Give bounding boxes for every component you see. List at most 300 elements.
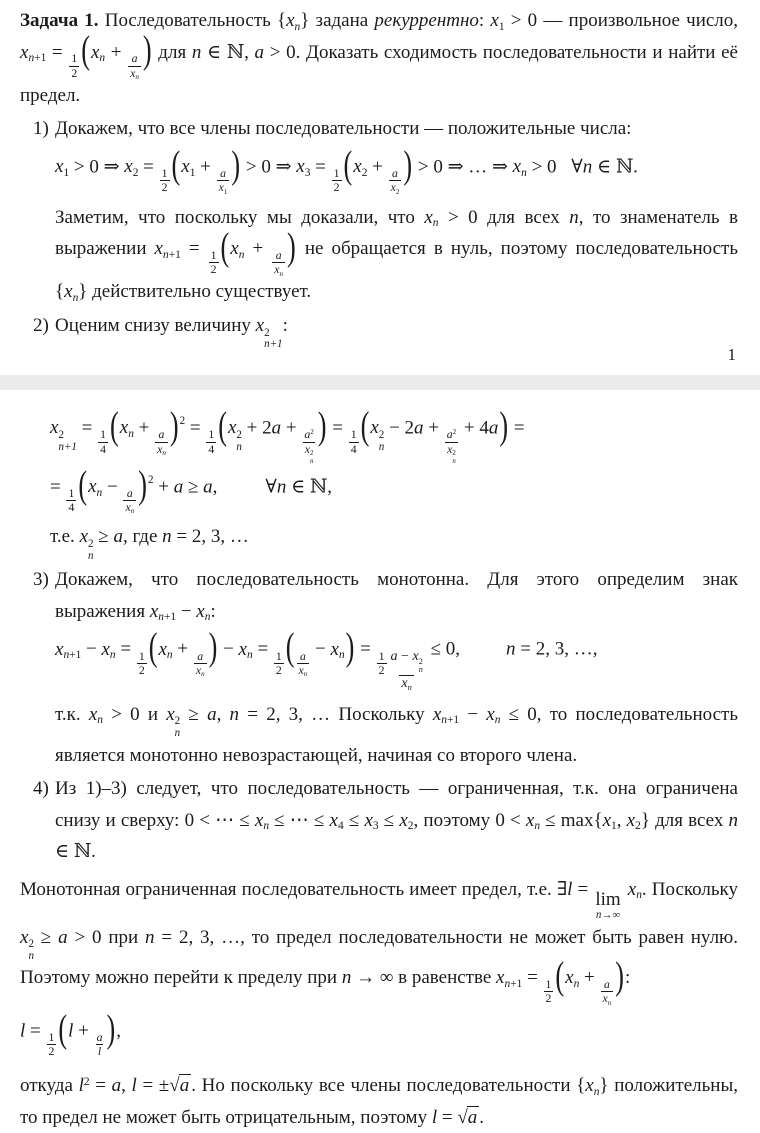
math-subscripted	[88, 476, 102, 497]
math-subscripted	[55, 156, 69, 177]
fraction-denominator: 4	[100, 442, 107, 456]
page-1	[0, 0, 760, 375]
math-subscripted	[119, 417, 134, 441]
math-subscripted	[20, 42, 46, 63]
math-subscripted	[255, 810, 269, 831]
fraction-numerator	[274, 249, 284, 262]
math-supsub	[447, 442, 456, 465]
item4-body: Из 1)–3) следует, что последовательность — ограниченная, т.к. она ограничена снизу и сверху: 0 < ⋯ ≤ xn ≤ ⋯ ≤ x4 ≤ x3 ≤ x2, поэтому 0 < xn ≤ max{x1, x2} для всех n ∈ ℕ.	[55, 778, 739, 863]
fraction-numerator	[218, 167, 228, 180]
math-subscripted	[496, 967, 522, 988]
math-var: x	[196, 600, 205, 622]
math-subscripted	[330, 810, 344, 831]
math-subscript: 2	[132, 166, 139, 179]
math-subscripted	[424, 207, 438, 228]
math-subscript	[73, 292, 79, 304]
math-var: a	[467, 1106, 478, 1128]
math-superscript: 2	[418, 656, 423, 666]
math-var: n	[506, 638, 516, 660]
math-var: n	[63, 649, 70, 662]
spacer	[561, 171, 571, 172]
math-var: n	[28, 949, 34, 962]
fraction-denominator	[601, 991, 614, 1005]
math-subscripted	[296, 156, 310, 177]
fraction-numerator	[298, 650, 308, 663]
math-subscripted	[433, 704, 459, 725]
math-subscript	[99, 52, 105, 64]
math-subscript: n+1	[504, 977, 523, 990]
fraction-denominator	[96, 1044, 103, 1058]
math-supsub-stack	[175, 716, 181, 739]
fraction-numerator: 1	[333, 167, 340, 181]
close-paren: )	[106, 1006, 116, 1051]
math-var: n	[174, 726, 181, 739]
math-var: n	[263, 820, 270, 833]
math-var: n	[97, 714, 103, 727]
math-subscript: 2	[361, 166, 368, 179]
math-subscript	[521, 167, 527, 179]
math-var: x	[364, 809, 373, 831]
math-var: x	[158, 638, 167, 660]
limit-word: lim	[595, 889, 621, 911]
math-var: n	[145, 926, 155, 948]
math-var: n	[166, 649, 173, 662]
math-subscripted	[150, 601, 176, 622]
fraction-numerator: 1	[350, 428, 357, 442]
radicand	[467, 1106, 480, 1128]
math-var: a	[299, 649, 306, 663]
open-paren: (	[555, 954, 565, 998]
math-supsub-stack	[236, 430, 242, 453]
fraction-numerator	[302, 428, 315, 441]
math-subscript: n+1	[63, 649, 82, 662]
fraction-numerator	[157, 428, 167, 441]
math-var: x	[512, 156, 522, 178]
math-superscript: 2	[58, 429, 64, 442]
math-var: a	[390, 648, 398, 665]
math-var: x	[486, 703, 495, 725]
math-var: x	[490, 10, 499, 31]
math-var: n	[96, 486, 103, 499]
math-subscripted	[130, 67, 139, 80]
math-supsub	[227, 417, 242, 453]
math-var: x	[149, 600, 159, 622]
fraction-denominator	[217, 180, 230, 194]
math-fraction	[272, 249, 285, 276]
math-var: l	[78, 1075, 84, 1097]
fraction-denominator	[445, 442, 458, 465]
fraction-denominator	[194, 663, 207, 677]
math-var: n	[109, 649, 116, 662]
math-superscript: 2	[378, 429, 385, 442]
open-paren: (	[58, 1006, 68, 1051]
math-subscripted	[124, 156, 138, 177]
math-subscript	[310, 458, 313, 465]
fraction-numerator: 1	[68, 487, 75, 501]
math-var: a	[111, 1075, 122, 1097]
math-subscript: 3	[304, 166, 311, 179]
math-fraction	[194, 650, 207, 677]
list-item-2-body	[55, 310, 738, 351]
math-subscripted	[181, 156, 195, 177]
math-subscript	[408, 682, 412, 692]
math-var: x	[88, 476, 97, 498]
math-var: n	[72, 292, 79, 305]
math-superscripted	[447, 428, 456, 441]
math-superscript: 2	[452, 450, 456, 458]
spacer	[217, 491, 265, 492]
math-var: x	[20, 926, 29, 948]
math-subscript	[636, 889, 642, 901]
list-item-3-body	[55, 564, 738, 771]
math-subscripted	[157, 443, 166, 456]
fraction-numerator: 1	[210, 249, 217, 263]
math-fraction	[332, 167, 342, 194]
math-fraction	[349, 428, 359, 455]
math-subscript	[162, 449, 166, 457]
math-var: x	[157, 442, 163, 456]
math-var: n	[582, 156, 593, 178]
math-fraction	[98, 428, 108, 455]
list-item-1-body	[55, 113, 738, 308]
math-subscript: 2	[407, 820, 414, 833]
math-subscript: 2	[395, 187, 400, 196]
open-paren: (	[148, 625, 158, 669]
close-paren: )	[138, 462, 147, 507]
fraction-numerator: 1	[100, 428, 107, 442]
math-subscript	[433, 217, 439, 229]
radical-sign: √	[169, 1075, 180, 1097]
math-var: x	[230, 238, 239, 260]
math-subscript	[452, 458, 455, 465]
math-var: x	[130, 66, 136, 80]
math-var: a	[197, 649, 204, 663]
fraction-denominator: 4	[208, 442, 215, 456]
math-var: l	[131, 1075, 137, 1097]
math-subscripted	[230, 238, 244, 259]
math-var: a	[113, 526, 123, 548]
math-var: a	[126, 487, 133, 501]
math-var: n	[238, 248, 245, 261]
math-subscripted	[526, 810, 540, 831]
square-estimate-line-2: = $\frac{1}{4}$ (xn − $\frac{a}{xn}$ )$^2$ + a ≥ a, ∀n ∈ ℕ,	[50, 462, 333, 516]
math-superscript: 2	[28, 938, 34, 951]
math-subscripted	[331, 639, 345, 660]
math-subscript	[263, 820, 269, 832]
fraction-denominator: 2	[48, 1045, 55, 1059]
fraction-numerator: 1	[275, 649, 282, 663]
close-paren: )	[208, 625, 218, 669]
math-var: a	[179, 1075, 190, 1097]
open-paren: (	[218, 404, 227, 448]
close-paren: )	[231, 143, 241, 187]
math-subscripted	[286, 10, 300, 31]
fraction-denominator	[123, 500, 136, 514]
fraction-numerator: 1	[48, 1030, 55, 1044]
math-var: n	[28, 52, 35, 65]
math-var: x	[298, 663, 304, 677]
math-var: l	[20, 1020, 26, 1042]
math-var: a	[304, 428, 311, 442]
close-paren: )	[169, 404, 179, 448]
math-subscripted	[628, 879, 642, 900]
math-var: x	[254, 809, 264, 831]
math-subscripted	[603, 810, 617, 831]
math-var: l	[97, 1045, 102, 1059]
math-superscript: 2	[452, 428, 457, 437]
math-superscript: 2	[264, 326, 270, 339]
math-var: рекуррентно	[374, 10, 479, 31]
math-subscript: n+1	[58, 440, 77, 453]
math-supsub-stack	[379, 430, 385, 453]
close-paren: )	[403, 143, 413, 187]
math-supsub-stack	[419, 658, 423, 675]
math-var: x	[124, 156, 133, 178]
math-var: n	[378, 440, 385, 453]
open-paren: (	[78, 462, 88, 507]
math-fraction	[160, 167, 170, 194]
math-var: n	[303, 669, 308, 678]
math-subscript: n+1	[264, 338, 283, 351]
math-var: n	[573, 977, 580, 990]
math-var: x	[399, 809, 408, 831]
math-var: n	[204, 611, 211, 624]
list-item-4	[20, 773, 738, 868]
fraction-denominator: 4	[68, 501, 75, 515]
math-var: n	[58, 440, 64, 453]
math-var: x	[565, 967, 574, 989]
math-var: n	[158, 611, 164, 624]
math-var: x	[525, 809, 535, 831]
fraction-denominator	[303, 442, 316, 465]
math-subscript	[97, 714, 103, 726]
math-subscripted	[399, 810, 413, 831]
fraction-denominator: 2	[545, 992, 552, 1006]
math-subscript: n+1	[28, 52, 47, 65]
page-separator	[0, 375, 760, 390]
math-var: n	[521, 166, 527, 179]
math-subscript: 2	[635, 820, 641, 833]
math-var: x	[401, 675, 408, 692]
math-var: a	[446, 428, 453, 442]
math-var: x	[166, 703, 175, 725]
open-paren: (	[285, 625, 295, 669]
math-subscripted	[274, 263, 283, 276]
math-var: n	[432, 217, 439, 230]
math-var: n	[595, 909, 602, 922]
math-var: a	[414, 417, 424, 439]
math-fraction	[69, 52, 79, 79]
list-marker-1: 1)	[33, 118, 49, 140]
math-subscript	[28, 951, 34, 963]
fraction-numerator: 1	[208, 428, 215, 442]
math-supsub-stack	[452, 450, 455, 464]
math-subscript	[339, 649, 345, 661]
fraction-numerator: a − x 2 n	[390, 648, 423, 675]
math-var: n	[407, 681, 412, 692]
math-subscript	[379, 442, 385, 454]
item3-formula: xn+1 − xn = $\frac{1}{2}$ (xn + $\frac{a}{xn}$ ) − xn = $\frac{1}{2}$ ( $\frac{a}{xn}$ − xn) = $\frac{1}{2}$ a − x 2 n xn ≤ 0, n = 2, 3, …,	[55, 625, 598, 692]
math-var: x	[353, 156, 362, 178]
math-var: n	[728, 809, 739, 831]
math-subscript	[247, 649, 253, 661]
fraction-denominator: 2	[333, 181, 340, 195]
math-subscripted	[125, 501, 134, 514]
math-var: x	[370, 417, 379, 439]
fraction-numerator	[445, 428, 458, 441]
math-fraction	[302, 428, 315, 464]
math-subscripted	[353, 156, 367, 177]
close-paren: )	[317, 404, 327, 448]
radical-sign: √	[457, 1106, 468, 1128]
math-supsub-stack	[88, 539, 94, 562]
math-var: n	[494, 714, 501, 727]
fraction-denominator: 2	[275, 663, 282, 677]
fraction-denominator: 2	[378, 663, 385, 677]
math-subscripted	[603, 992, 612, 1005]
math-var: x	[432, 703, 442, 725]
math-supsub	[166, 703, 181, 739]
math-subscript	[175, 728, 181, 740]
math-var: x	[304, 442, 310, 456]
fraction-denominator	[297, 663, 310, 677]
math-subscript	[608, 999, 612, 1007]
fraction-numerator: 1	[138, 649, 145, 663]
open-paren: (	[360, 404, 370, 448]
math-fraction	[47, 1031, 57, 1058]
math-subscripted	[101, 639, 115, 660]
math-superscripted	[304, 428, 313, 441]
math-fraction	[206, 428, 216, 455]
math-var: x	[238, 638, 247, 660]
math-subscript	[304, 670, 308, 678]
fraction-denominator	[128, 66, 141, 80]
math-subscript	[131, 507, 135, 515]
math-fraction	[137, 650, 147, 677]
math-subscript: 3	[372, 820, 379, 833]
math-supsub	[370, 417, 385, 453]
limit-equation: l = $\frac{1}{2}$ (l + $\frac{a}{l}$ ),	[20, 1006, 121, 1059]
math-subscript	[97, 487, 103, 499]
math-var: x	[218, 181, 224, 195]
list-marker-2: 2)	[33, 314, 49, 336]
math-subscript: 1	[189, 166, 196, 179]
math-var: n	[162, 248, 169, 261]
math-var: n	[162, 448, 166, 457]
math-var: n	[341, 967, 352, 989]
math-var: a	[158, 428, 165, 442]
math-subscript	[236, 442, 242, 454]
math-var: n	[128, 428, 134, 441]
math-var: x	[447, 442, 453, 456]
math-subscripted	[627, 810, 641, 831]
math-subscript: 1	[223, 187, 228, 196]
math-subscript: n+1	[441, 714, 460, 727]
math-var: x	[412, 648, 419, 665]
math-superscript: 2	[236, 429, 242, 442]
math-subscripted	[55, 639, 81, 660]
fraction-denominator	[399, 675, 413, 692]
math-var: n	[130, 507, 135, 516]
math-var: x	[274, 263, 280, 277]
math-var: n	[88, 549, 94, 562]
item1-intro: Докажем, что все члены последовательности — положительные числа:	[55, 118, 632, 140]
math-var: x	[125, 501, 131, 515]
math-fraction	[389, 167, 402, 194]
math-var: n	[191, 41, 202, 63]
fraction-numerator	[390, 167, 400, 180]
math-supsub	[255, 314, 283, 351]
math-subscripted	[196, 601, 210, 622]
math-subscripted	[64, 281, 79, 305]
open-paren: (	[110, 404, 119, 448]
math-var: x	[627, 878, 637, 900]
math-fraction	[209, 249, 219, 276]
math-var: x	[255, 314, 265, 336]
math-fraction	[445, 428, 458, 464]
math-power: 2	[147, 473, 154, 486]
math-fraction	[217, 167, 230, 194]
math-supsub	[304, 442, 314, 465]
math-var: a	[488, 417, 499, 439]
math-var: n	[309, 457, 314, 465]
math-subscripted	[401, 675, 411, 691]
math-fraction	[95, 1031, 105, 1058]
math-subscripted	[585, 1075, 599, 1096]
math-subscripted	[513, 156, 527, 177]
open-paren: (	[343, 143, 353, 187]
math-subscripted	[486, 704, 500, 725]
math-var: a	[131, 52, 138, 66]
math-var: x	[181, 156, 190, 178]
math-var: x	[88, 703, 98, 725]
math-fraction	[128, 52, 141, 79]
item1-note: Заметим, что поскольку мы доказали, что xn > 0 для всех n, то знаменатель в выражении xn+1 = $\frac{1}{2}$ (xn + $\frac{a}{xn}$ ) не обращается в нуль, поэтому последовательность {xn} действительно существует.	[55, 206, 739, 305]
math-superscript: 2	[88, 538, 94, 551]
math-var: x	[154, 238, 163, 260]
fraction-denominator: 2	[138, 663, 145, 677]
item3-intro: Докажем, что последовательность монотонна. Для этого определим знак выражения xn+1 − xn:	[55, 569, 738, 624]
math-var: n	[593, 1086, 600, 1098]
limit-paragraph: Монотонная ограниченная последовательность имеет предел, т.е. ∃l = lim n→∞ xn. Поскольку x 2 n ≥ a > 0 при n = 2, 3, …, то предел последовательности не может быть равен нулю. Поэтому можно перейти к пределу при n → ∞ в равенстве xn+1 = $\frac{1}{2}$ (xn + $\frac{a}{xn}$ ):	[20, 878, 739, 1007]
math-var: n	[264, 338, 270, 351]
math-var: x	[227, 417, 237, 439]
math-subscripted	[364, 810, 378, 831]
page-number: 1	[727, 345, 736, 364]
math-var: x	[101, 638, 110, 660]
math-subscript	[419, 666, 423, 675]
math-var: n	[162, 526, 172, 548]
math-var: a	[173, 476, 184, 498]
square-estimate-line-1: x 2 n+1 = $\frac{1}{4}$ (xn + $\frac{a}{xn}$ )$^2$ = $\frac{1}{4}$ (x 2 n + 2a + $a^2$ x 2 n ) = $\frac{1}{4}$ (x 2 n − 2a + $a^2$ x 2 n + 4a) =	[50, 404, 525, 465]
math-subscript	[495, 714, 501, 726]
math-var: n	[418, 665, 423, 675]
math-subscript: n+1	[162, 248, 181, 261]
math-supsub	[412, 648, 423, 675]
math-var: x	[286, 10, 295, 31]
list-marker-4: 4)	[33, 778, 49, 800]
fraction-numerator	[95, 1031, 105, 1044]
math-supsub-stack	[58, 430, 76, 453]
math-var: a	[220, 167, 226, 181]
math-subscript	[167, 649, 173, 661]
math-subscript	[201, 670, 205, 678]
list-item-3	[20, 564, 738, 771]
fraction-denominator: 4	[350, 442, 357, 456]
math-superscript: 2	[309, 450, 314, 458]
math-subscript	[295, 21, 301, 33]
list-item-1	[20, 113, 738, 308]
